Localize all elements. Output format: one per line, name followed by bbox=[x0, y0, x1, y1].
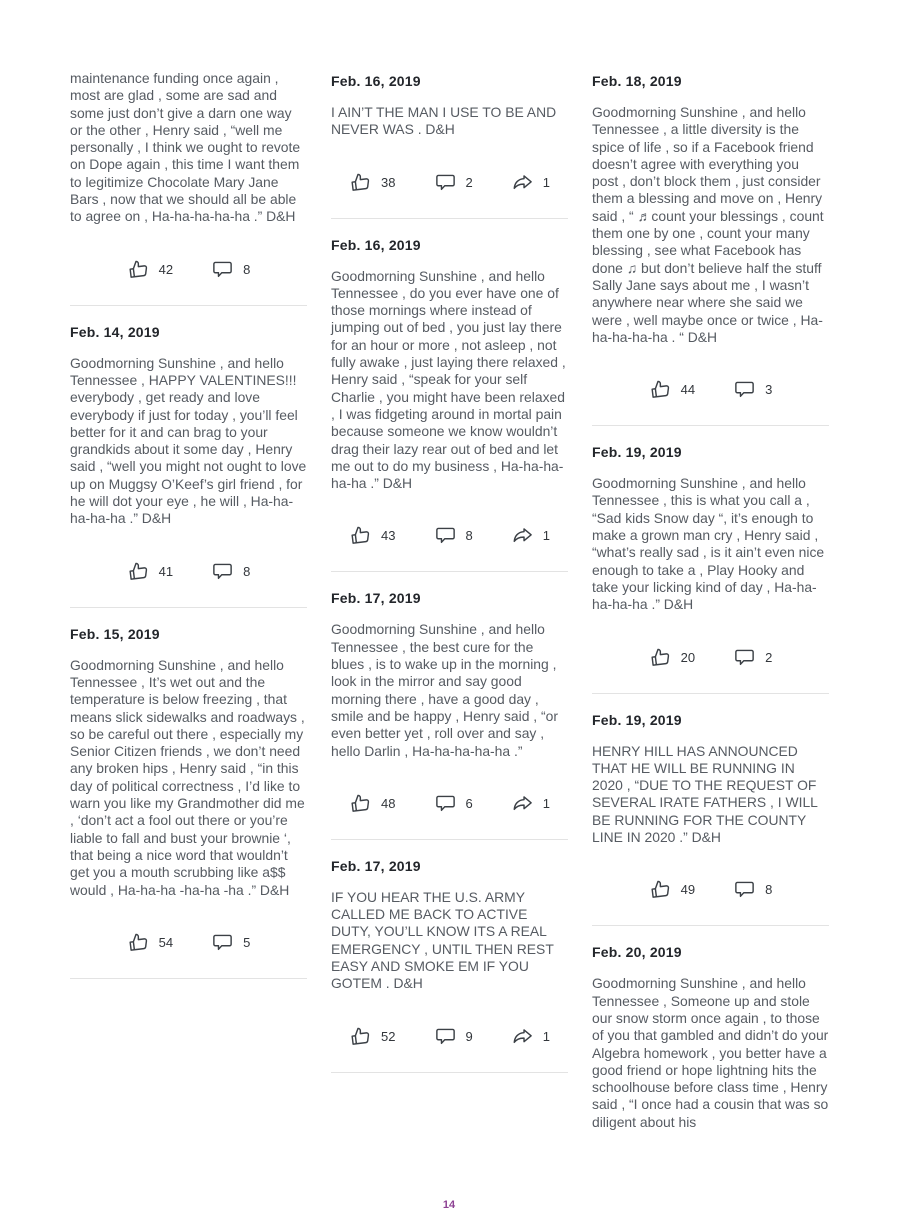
comment-bubble-icon bbox=[211, 560, 234, 583]
engagement-row bbox=[592, 876, 829, 903]
comment-stat bbox=[733, 378, 772, 401]
share-stat bbox=[511, 524, 550, 547]
like-count: 20 bbox=[680, 649, 696, 665]
like-count: 43 bbox=[381, 528, 396, 544]
post-body: HENRY HILL HAS ANNOUNCED THAT HE WILL BE RUNNING IN 2020 , “DUE TO THE REQUEST OF SEVERAL IRATE FATHERS , I WILL BE RUNNING FOR THE COUNTY LINE IN 2020 .” D&H bbox=[592, 742, 818, 846]
thumbs-up-icon bbox=[349, 524, 372, 547]
post bbox=[70, 623, 307, 979]
post bbox=[331, 587, 568, 839]
post-body: Goodmorning Sunshine , and hello Tennessee , Someone up and stole our snow storm once again , to those of you that gambled and didn’t do your Algebra homework , you better have a good friend or hope lightning hits the schoolhouse before class time , Henry said , “I once had a cousin that was so diligent about his bbox=[592, 975, 829, 1130]
comment-bubble-icon bbox=[434, 792, 457, 815]
post bbox=[331, 70, 568, 219]
comment-stat bbox=[434, 1025, 473, 1048]
share-stat bbox=[511, 1025, 550, 1048]
post bbox=[70, 321, 307, 608]
post-date: Feb. 16, 2019 bbox=[331, 236, 421, 253]
comment-count: 8 bbox=[465, 528, 473, 544]
like-stat bbox=[127, 560, 173, 583]
like-count: 52 bbox=[381, 1028, 396, 1044]
column-3 bbox=[592, 70, 829, 1183]
post-body: Goodmorning Sunshine , and hello Tennessee , do you ever have one of those mornings where instead of jumping out of bed , you just lay there for an hour or more , not asleep , not fully awake , just laying there relaxed , Henry said , “speak for your self Charlie , you might have been relaxed , I was fidgeting around in mortal pain because someone we know wouldn’t drag their lazy rear out of bed and let me out to do my business , Ha-ha-ha-ha-ha .” D&H bbox=[331, 267, 566, 492]
columns-container bbox=[70, 70, 829, 1183]
post bbox=[592, 441, 829, 693]
post-date: Feb. 19, 2019 bbox=[592, 711, 682, 728]
thumbs-up-icon bbox=[649, 646, 672, 669]
post-body: maintenance funding once again , most are glad , some are sad and some just don’t give a darn one way or the other , Henry said , “well me personally , I think we ought to revote on Dope again , this time I want them to legitimize Chocolate Mary Jane Bars , now that we should all be able to agree on , Ha-ha-ha-ha-ha .” D&H bbox=[70, 70, 301, 225]
comment-count: 6 bbox=[465, 795, 473, 811]
like-stat bbox=[649, 378, 695, 401]
engagement-row bbox=[70, 558, 307, 585]
post-body: I AIN’T THE MAN I USE TO BE AND NEVER WAS . D&H bbox=[331, 104, 557, 138]
comment-stat bbox=[434, 524, 473, 547]
engagement-row bbox=[331, 522, 568, 549]
like-count: 42 bbox=[158, 261, 174, 277]
thumbs-up-icon bbox=[349, 171, 372, 194]
column-1 bbox=[70, 70, 307, 994]
engagement-row bbox=[331, 790, 568, 817]
thumbs-up-icon bbox=[349, 792, 372, 815]
comment-stat bbox=[733, 646, 772, 669]
comment-bubble-icon bbox=[434, 171, 457, 194]
share-count: 1 bbox=[542, 528, 550, 544]
engagement-row bbox=[70, 929, 307, 956]
post-date: Feb. 14, 2019 bbox=[70, 323, 160, 340]
comment-stat bbox=[211, 931, 250, 954]
post-date: Feb. 15, 2019 bbox=[70, 625, 160, 642]
like-stat bbox=[349, 524, 395, 547]
comment-bubble-icon bbox=[211, 258, 234, 281]
engagement-row bbox=[331, 1023, 568, 1050]
like-stat bbox=[349, 1025, 395, 1048]
thumbs-up-icon bbox=[649, 878, 672, 901]
like-count: 41 bbox=[158, 563, 174, 579]
comment-bubble-icon bbox=[434, 524, 457, 547]
like-stat bbox=[349, 171, 395, 194]
share-arrow-icon bbox=[511, 792, 534, 815]
comment-stat bbox=[211, 258, 250, 281]
post bbox=[592, 709, 829, 927]
like-stat bbox=[127, 931, 173, 954]
post bbox=[331, 855, 568, 1073]
comment-bubble-icon bbox=[733, 878, 756, 901]
comment-count: 2 bbox=[765, 649, 773, 665]
like-count: 54 bbox=[158, 934, 174, 950]
comment-count: 5 bbox=[243, 934, 251, 950]
share-arrow-icon bbox=[511, 1025, 534, 1048]
comment-bubble-icon bbox=[733, 646, 756, 669]
like-stat bbox=[649, 878, 695, 901]
post-date: Feb. 17, 2019 bbox=[331, 590, 421, 607]
share-count: 1 bbox=[542, 795, 550, 811]
like-stat bbox=[649, 646, 695, 669]
comment-bubble-icon bbox=[434, 1025, 457, 1048]
engagement-row bbox=[70, 256, 307, 283]
share-count: 1 bbox=[542, 1028, 550, 1044]
post-date: Feb. 20, 2019 bbox=[592, 944, 682, 961]
thumbs-up-icon bbox=[127, 931, 150, 954]
like-count: 48 bbox=[381, 795, 396, 811]
post-date: Feb. 19, 2019 bbox=[592, 444, 682, 461]
post bbox=[70, 70, 307, 306]
comment-count: 8 bbox=[765, 882, 773, 898]
comment-stat bbox=[733, 878, 772, 901]
post-body: Goodmorning Sunshine , and hello Tennessee , a little diversity is the spice of life , so if a Facebook friend doesn’t agree with everything you post , don’t block them , just consider them a blessing and move on , Henry said , “ ♬count your blessings , count them one by one , count your many blessing , see what Facebook has done ♫ but don’t believe half the stuff Sally Jane says about me , I wasn’t anywhere near where she said we were , well maybe once or twice , Ha-ha-ha-ha-ha . “ D&H bbox=[592, 104, 824, 345]
share-arrow-icon bbox=[511, 524, 534, 547]
comment-count: 8 bbox=[243, 261, 251, 277]
post-date: Feb. 17, 2019 bbox=[331, 857, 421, 874]
page-number: 14 bbox=[442, 1199, 456, 1211]
comment-stat bbox=[434, 792, 473, 815]
like-count: 38 bbox=[381, 174, 396, 190]
comment-bubble-icon bbox=[211, 931, 234, 954]
column-2 bbox=[331, 70, 568, 1088]
comment-count: 8 bbox=[243, 563, 251, 579]
share-count: 1 bbox=[542, 174, 550, 190]
thumbs-up-icon bbox=[127, 258, 150, 281]
post-body: IF YOU HEAR THE U.S. ARMY CALLED ME BACK TO ACTIVE DUTY, YOU’LL KNOW ITS A REAL EMERGENCY , UNTIL THEN REST EASY AND SMOKE EM IF YOU GOTEM . D&H bbox=[331, 888, 554, 992]
comment-stat bbox=[211, 560, 250, 583]
share-stat bbox=[511, 171, 550, 194]
post bbox=[592, 941, 829, 1183]
comment-count: 2 bbox=[465, 174, 473, 190]
share-stat bbox=[511, 792, 550, 815]
like-stat bbox=[127, 258, 173, 281]
comment-bubble-icon bbox=[733, 378, 756, 401]
like-count: 49 bbox=[680, 882, 696, 898]
post bbox=[331, 234, 568, 573]
comment-count: 3 bbox=[765, 382, 773, 398]
thumbs-up-icon bbox=[349, 1025, 372, 1048]
thumbs-up-icon bbox=[649, 378, 672, 401]
post-date: Feb. 18, 2019 bbox=[592, 73, 682, 89]
post-body: Goodmorning Sunshine , and hello Tennessee , the best cure for the blues , is to wake up in the morning , look in the mirror and say good morning there , have a good day , smile and be happy , Henry said , “or even better yet , roll over and say , hello Darlin , Ha-ha-ha-ha-ha .” bbox=[331, 621, 558, 759]
comment-count: 9 bbox=[465, 1028, 473, 1044]
post-body: Goodmorning Sunshine , and hello Tennessee , HAPPY VALENTINES!!! everybody , get ready and love everybody if just for today , you’ll feel better for it and can brag to your grandkids about it some day , Henry said , “well you might not ought to love up on Muggsy O’Keef’s girl friend , for he will dot your eye , he will , Ha-ha-ha-ha-ha .” D&H bbox=[70, 354, 307, 527]
share-arrow-icon bbox=[511, 171, 534, 194]
post bbox=[592, 70, 829, 426]
like-count: 44 bbox=[680, 382, 696, 398]
post-body: Goodmorning Sunshine , and hello Tennessee , It’s wet out and the temperature is below freezing , that means slick sidewalks and roadways , so be careful out there , especially my Senior Citizen friends , we don’t need any broken hips , Henry said , “in this day of political correctness , I’d like to warn you like my Grandmother did me , ‘don’t act a fool out there or you’re liable to fall and bust your brownie ‘, that being a nice word that wouldn’t get you a mouth scrubbing like a$$ would , Ha-ha-ha -ha-ha -ha .” D&H bbox=[70, 656, 305, 898]
thumbs-up-icon bbox=[127, 560, 150, 583]
engagement-row bbox=[331, 169, 568, 196]
engagement-row bbox=[592, 644, 829, 671]
engagement-row bbox=[592, 376, 829, 403]
comment-stat bbox=[434, 171, 473, 194]
post-body: Goodmorning Sunshine , and hello Tennessee , this is what you call a , “Sad kids Snow day “, it’s enough to make a grown man cry , Henry said , “what’s really sad , is it ain’t even nice enough to take a , Play Hooky and take your licking kind of day , Ha-ha-ha-ha-ha .” D&H bbox=[592, 475, 825, 613]
like-stat bbox=[349, 792, 395, 815]
post-date: Feb. 16, 2019 bbox=[331, 73, 421, 89]
